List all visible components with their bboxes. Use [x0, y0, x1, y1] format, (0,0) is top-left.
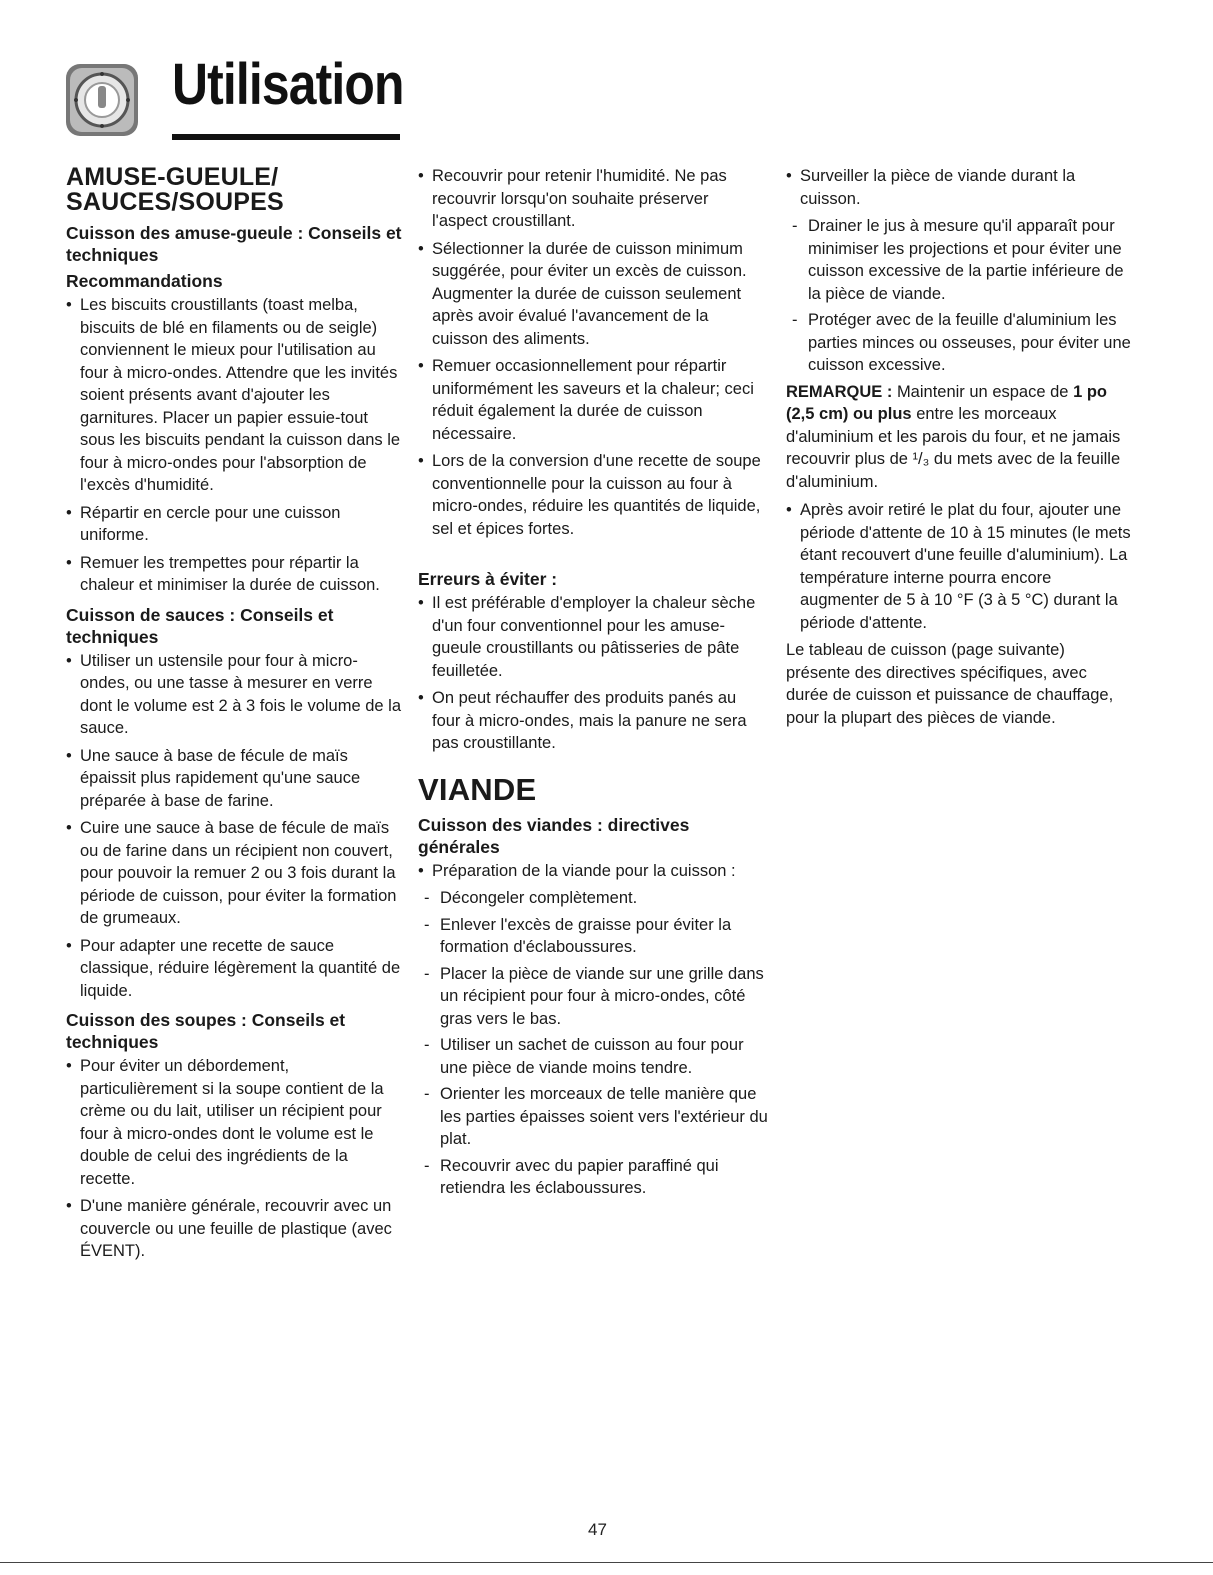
page-number: 47 [588, 1520, 607, 1539]
list-item: - Orienter les morceaux de telle manière que les parties épaisses soient vers l'extérieur du plat. [422, 1083, 768, 1151]
list-surveillance-steps [786, 215, 1131, 377]
closing-paragraph: Le tableau de cuisson (page suivante) présente des directives spécifiques, avec durée de cuisson et puissance de chauffage, pour la plupart des pièces de viande. [786, 641, 1114, 727]
note-paragraph [786, 381, 1131, 494]
list-item: • On peut réchauffer des produits panés au four à micro-ondes, mais la panure ne sera pas croustillante. [418, 687, 768, 755]
list-item: • Lors de la conversion d'une recette de soupe conventionnelle pour la cuisson au four à micro-ondes, réduire les quantités de liquide, sel et épices fortes. [418, 450, 768, 540]
list-preparation [418, 860, 768, 883]
list-item: • Sélectionner la durée de cuisson minimum suggérée, pour éviter un excès de cuisson. Augmenter la durée de cuisson seulement après avoir évalué l'avancement de la cuisson des aliments. [418, 238, 768, 351]
note-text: entre les morceaux d'aluminium et les parois du four, et ne jamais recouvrir plus de ¹/₃ du mets avec de la feuille d'aluminium. [786, 405, 1121, 491]
list-item: • Remuer occasionnellement pour répartir uniformément les saveurs et la chaleur; ceci réduit également la durée de cuisson nécessaire. [418, 355, 768, 445]
list-soupes [66, 1055, 406, 1263]
list-item: • Cuire une sauce à base de fécule de maïs ou de farine dans un récipient non couvert, pour pouvoir la remuer 2 ou 3 fois durant la période de cuisson, pour éviter la formation de grumeaux. [66, 817, 406, 930]
note-emphasis: 1 po (2,5 cm) ou plus [786, 382, 1107, 423]
section-heading-viande: VIANDE [418, 771, 537, 807]
list-item: - Enlever l'excès de graisse pour éviter la formation d'éclaboussures. [422, 914, 768, 959]
list-item: • Il est préférable d'employer la chaleur sèche d'un four conventionnel pour les amuse-gueule croustillants ou pâtisseries de pâte feuilletée. [418, 592, 768, 682]
list-item: • Répartir en cercle pour une cuisson uniforme. [66, 502, 406, 547]
list-item: - Recouvrir avec du papier paraffiné qui retiendra les éclaboussures. [422, 1155, 768, 1200]
list-item: • D'une manière générale, recouvrir avec un couvercle ou une feuille de plastique (avec ÉVENT). [66, 1195, 406, 1263]
list-item: - Décongeler complètement. [422, 887, 768, 910]
list-sauces [66, 650, 406, 1003]
section-heading-amuse-gueule: AMUSE-GUEULE/ SAUCES/SOUPES [66, 163, 284, 216]
note-label: REMARQUE : [786, 382, 893, 401]
list-item: • Utiliser un ustensile pour four à micro-ondes, ou une tasse à mesurer en verre dont le volume est 2 à 3 fois le volume de la sauce. [66, 650, 406, 740]
list-item: • Recouvrir pour retenir l'humidité. Ne pas recouvrir lorsqu'on souhaite préserver l'aspect croustillant. [418, 165, 768, 233]
subheading-sauces: Cuisson de sauces : Conseils et techniques [66, 604, 334, 647]
subheading-amuse-gueule: Cuisson des amuse-gueule : Conseils et techniques [66, 223, 402, 265]
list-amuse-gueule [66, 294, 406, 597]
column-right [786, 165, 1131, 732]
list-item: • Pour éviter un débordement, particulièrement si la soupe contient de la crème ou du lait, utiliser un récipient pour four à micro-ondes dont le volume est le double de celui des ingrédients de la recette. [66, 1055, 406, 1190]
title-underline [172, 134, 400, 140]
list-item: • Une sauce à base de fécule de maïs épaissit plus rapidement qu'une sauce préparée à base de farine. [66, 745, 406, 813]
list-preparation-steps [418, 887, 768, 1200]
list-attente [786, 499, 1131, 634]
list-general-tips [418, 165, 768, 540]
list-item: - Protéger avec de la feuille d'aluminium les parties minces ou osseuses, pour éviter une cuisson excessive. [790, 309, 1131, 377]
list-erreurs [418, 592, 768, 755]
list-item: - Drainer le jus à mesure qu'il apparaît pour minimiser les projections et pour éviter une cuisson excessive de la partie inférieure de la pièce de viande. [790, 215, 1131, 305]
note-text: Maintenir un espace de [896, 382, 1069, 401]
list-item: • Les biscuits croustillants (toast melba, biscuits de blé en filaments ou de seigle) conviennent le mieux pour l'utilisation au four à micro-ondes. Attendre que les invités soient présents avant d'ajouter les garnitures. Placer un papier essuie-tout sous les biscuits pendant la cuisson dans le four à micro-ondes pour l'absorption de l'excès d'humidité. [66, 294, 406, 497]
subheading-viandes: Cuisson des viandes : directives générales [418, 814, 690, 857]
bottom-divider [0, 1562, 1213, 1563]
list-item: - Placer la pièce de viande sur une grille dans un récipient pour four à micro-ondes, côté gras vers le bas. [422, 963, 768, 1031]
column-left [66, 165, 406, 1268]
list-item: • Surveiller la pièce de viande durant la cuisson. [786, 165, 1131, 210]
page-header [62, 50, 407, 140]
subheading-erreurs: Erreurs à éviter : [418, 569, 558, 589]
list-item: • Pour adapter une recette de sauce classique, réduire légèrement la quantité de liquide. [66, 935, 406, 1003]
column-middle [418, 165, 768, 1204]
list-item [418, 860, 768, 883]
subheading-soupes: Cuisson des soupes : Conseils et techniques [66, 1010, 346, 1052]
microwave-dial-icon [62, 60, 142, 140]
list-item-text: Préparation de la viande pour la cuisson : [432, 861, 736, 880]
list-surveillance [786, 165, 1131, 210]
list-item: • Remuer les trempettes pour répartir la chaleur et minimiser la durée de cuisson. [66, 552, 406, 597]
page-title: Utilisation [172, 52, 404, 117]
subheading-recommandations: Recommandations [66, 271, 223, 291]
list-item: - Utiliser un sachet de cuisson au four pour une pièce de viande moins tendre. [422, 1034, 768, 1079]
list-item: • Après avoir retiré le plat du four, ajouter une période d'attente de 10 à 15 minutes (le mets étant recouvert d'une feuille d'aluminium). La température interne pourra encore augmenter de 5 à 10 °F (3 à 5 °C) durant la période d'attente. [786, 499, 1131, 634]
